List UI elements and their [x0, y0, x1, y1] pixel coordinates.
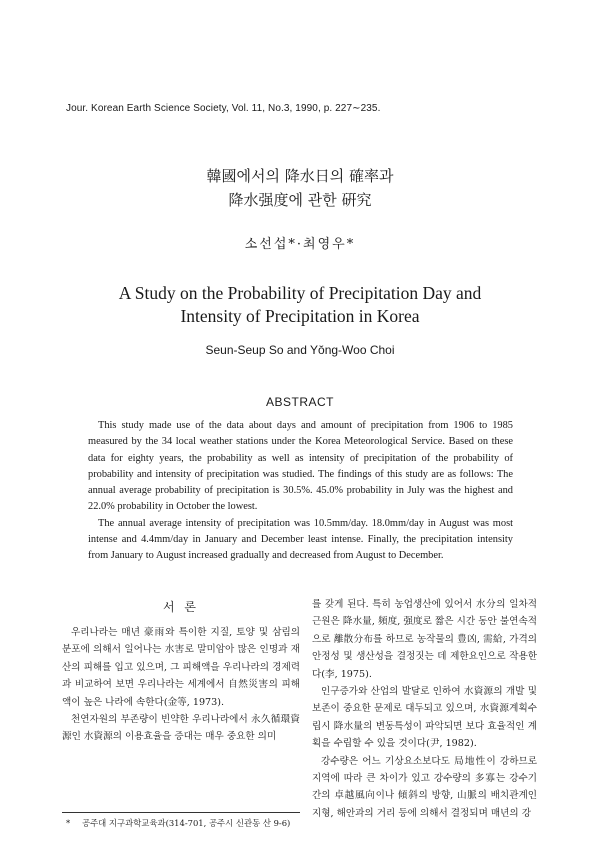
right-paragraph-3: 강수량은 어느 기상요소보다도 局地性이 강하므로 지역에 따라 큰 차이가 있고 강수량의 多寡는 강수기간의 卓越風向이나 傾斜의 방향, 山脈의 배치관계인 지형, 해안과의 거리 등에 의해서 결정되며 매년의 강 [312, 755, 537, 819]
footnote-divider [62, 812, 300, 813]
right-paragraph-2: 인구증가와 산업의 발달로 인하여 水資源의 개발 및 보존이 중요한 문제로 대두되고 있으며, 水資源계획수립시 降水量의 변동특성이 파악되면 보다 효율적인 계획을 수립할 수 있을 것이다(尹, 1982). [312, 686, 537, 750]
left-paragraph-1: 우리나라는 매년 豪雨와 특이한 지질, 토양 및 삼림의 분포에 의해서 일어나는 水害로 말미암아 많은 인명과 재산의 피해를 입고 있으며, 그 피해액을 우리나라의 경제력과 비교하여 보면 우리나라는 세계에서 自然災害의 피해액이 높은 나라에 속한다(金等, 1973). [62, 627, 300, 708]
abstract-heading: ABSTRACT [265, 395, 334, 409]
english-title-line-2: Intensity of Precipitation in Korea [180, 306, 420, 326]
left-paragraph-2: 천연자원의 부존량이 빈약한 우리나라에서 永久循環資源인 水資源의 이용효율을 증대는 매우 중요한 의미 [62, 714, 300, 743]
korean-authors: 소선섭*·최영우* [244, 237, 356, 252]
korean-title-line-1: 韓國에서의 降水日의 確率과 [206, 167, 394, 185]
english-authors: Seun-Seup So and Yŏng-Woo Choi [205, 343, 395, 357]
left-column [62, 624, 300, 746]
abstract-body [88, 418, 513, 565]
footnote-text: 공주대 지구과학교육과(314-701, 공주시 신관동 산 9-6) [82, 818, 291, 828]
abstract-paragraph-2: The annual average intensity of precipitation was 10.5mm/day. 18.0mm/day in August was most intense and 4.4mm/day in January and December least intense. Finally, the precipitation intensity from January to August increased gradually and decreased from August to December. [88, 517, 513, 562]
right-paragraph-1: 를 갖게 된다. 특히 농업생산에 있어서 水分의 일차적 근원은 降水量, 頻度, 强度로 짧은 시간 동안 불연속적으로 離散分布를 하므로 농작물의 豊凶, 需給, 가격의 안정성 및 생산성을 결정짓는 데 제한요인으로 작용한다(李, 1975). [312, 599, 537, 680]
footnote-mark: * [66, 818, 71, 828]
journal-citation: Jour. Korean Earth Science Society, Vol. 11, No.3, 1990, p. 227∼235. [66, 103, 381, 114]
abstract-paragraph-1: This study made use of the data about days and amount of precipitation from 1906 to 1985 measured by the 34 local weather stations under the Korea Meteorological Service. Based on these data for eighty years, the probability as well as intensity of precipitation of the probability of probability and intensity of precipitation was studied. The findings of this study are as follows: The annual average probability of precipitation is 30.5%. 45.0% probability in July was the highest and 22.0% probability in October the lowest. [88, 420, 513, 513]
footnote [66, 817, 300, 829]
right-column [312, 596, 537, 822]
section-heading-introduction: 서 론 [163, 600, 199, 614]
korean-title-line-2: 降水强度에 관한 硏究 [228, 191, 372, 209]
english-title-line-1: A Study on the Probability of Precipitation Day and [118, 283, 482, 303]
